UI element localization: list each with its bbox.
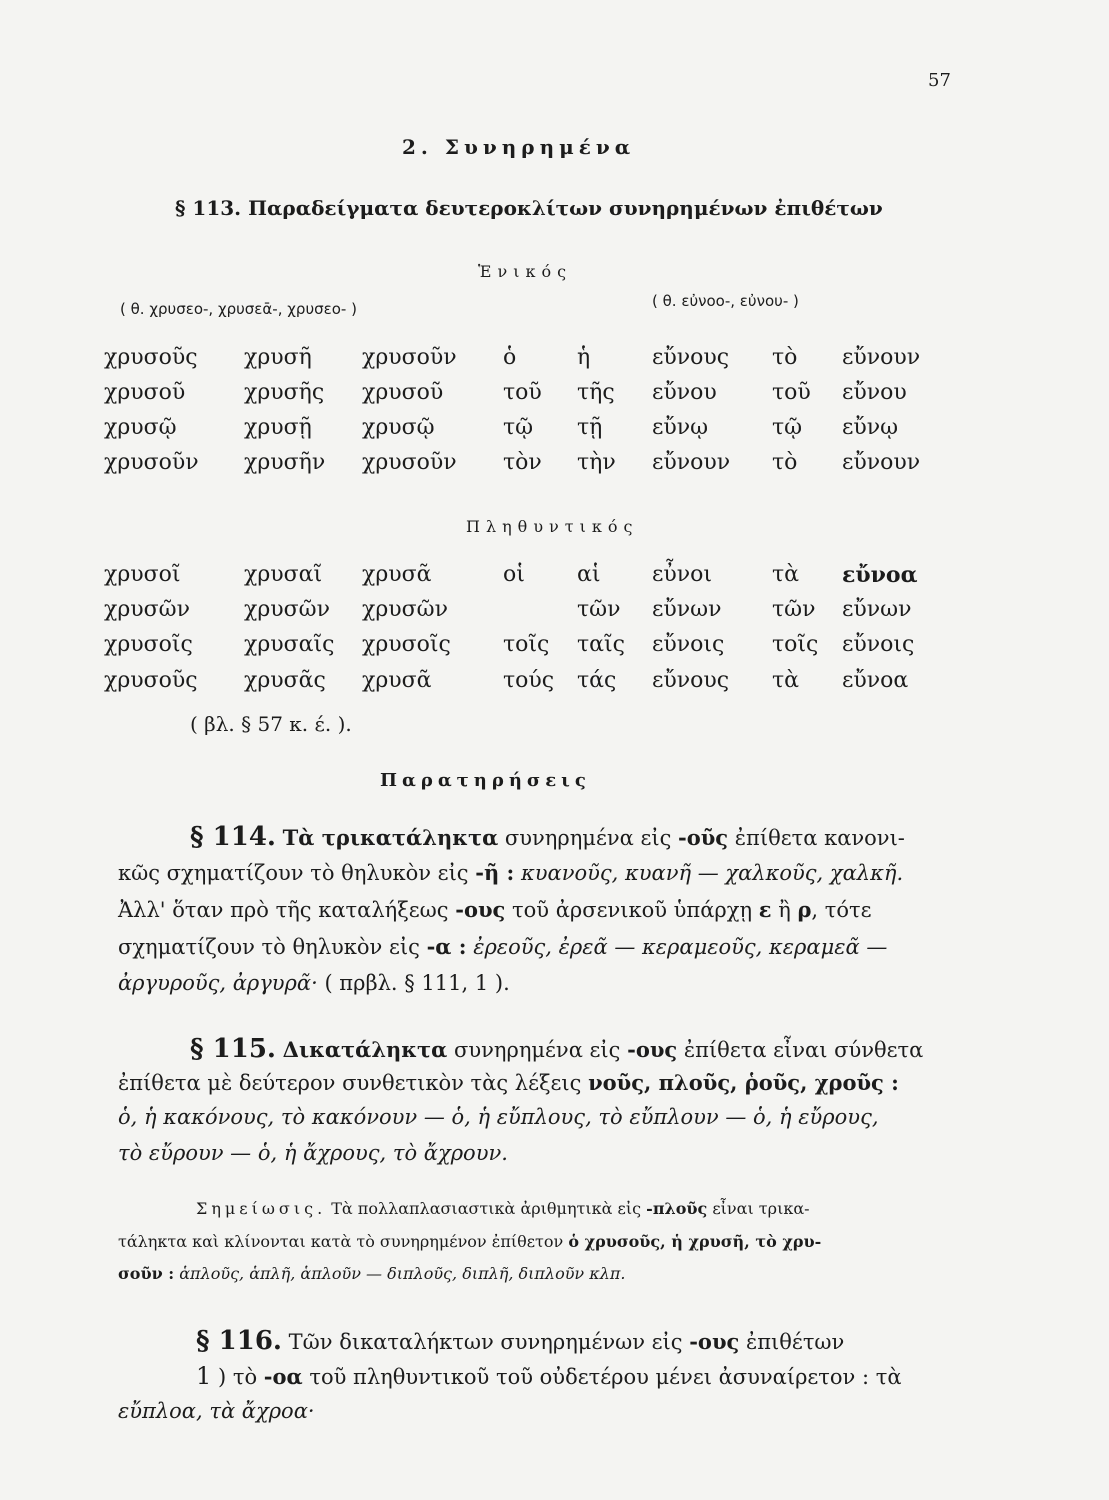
plural-cell: τοῖς xyxy=(772,632,819,657)
plural-cell: εὔνοα xyxy=(842,668,909,693)
sec115-line3: ὁ, ἡ κακόνους, τὸ κακόνουν — ὁ, ἡ εὔπλους, τὸ εὔπλουν — ὁ, ἡ εὔρους, xyxy=(118,1105,879,1129)
plural-cell: χρυσᾶ xyxy=(362,668,432,693)
singular-cell: ὁ xyxy=(503,345,517,370)
singular-cell: εὔνῳ xyxy=(652,415,709,440)
plural-cell: τὰ xyxy=(772,668,800,693)
singular-cell: τὸ xyxy=(772,345,798,370)
singular-cell: χρυσῷ xyxy=(104,415,177,440)
singular-cell: εὔνου xyxy=(652,380,717,405)
singular-cell: χρυσοῦ xyxy=(362,380,444,405)
plural-cell: εὔνους xyxy=(652,668,730,693)
plural-label: Πληθυντικός xyxy=(466,517,639,536)
singular-cell: ἡ xyxy=(577,345,591,370)
section-number: § 116. xyxy=(196,1326,282,1356)
plural-cell: τούς xyxy=(503,668,555,693)
singular-cell: εὔνῳ xyxy=(842,415,899,440)
singular-cell: χρυσοῦ xyxy=(104,380,186,405)
singular-cell: τῇ xyxy=(577,415,603,440)
plural-cell: τῶν xyxy=(772,597,816,622)
singular-cell: χρυσῇ xyxy=(244,415,312,440)
sec114-line2: κῶς σχηματίζουν τὸ θηλυκὸν εἰς -ῆ : κυανοῦς, κυανῆ — χαλκοῦς, χαλκῆ. xyxy=(118,860,904,885)
singular-cell: τῷ xyxy=(503,415,534,440)
singular-cell: εὔνουν xyxy=(842,345,921,370)
singular-cell: χρυσῆ xyxy=(244,345,312,370)
plural-cell: εὖνοι xyxy=(652,562,713,587)
singular-cell: τοῦ xyxy=(772,380,811,405)
singular-cell: εὔνου xyxy=(842,380,907,405)
note-line2: τάληκτα καὶ κλίνονται κατὰ τὸ συνηρημένον ἐπίθετον ὁ χρυσοῦς, ἡ χρυσῆ, τὸ χρυ- xyxy=(118,1232,822,1251)
theme-right: ( θ. εὐνοο-, εὐνου- ) xyxy=(652,292,799,310)
sec116-line3: εὔπλοα, τὰ ἄχροα· xyxy=(118,1399,315,1423)
section-heading: 2. Συνηρημένα xyxy=(402,135,636,159)
sec114-line1: § 114. Τὰ τρικατάληκτα συνηρημένα εἰς -οῦς ἐπίθετα κανονι- xyxy=(190,822,905,852)
sec116-line2: 1 ) τὸ -οα τοῦ πληθυντικοῦ τοῦ οὐδετέρου μένει ἀσυναίρετον : τὰ xyxy=(196,1362,902,1390)
plural-cell: χρυσαῖ xyxy=(244,562,323,587)
plural-cell: χρυσοῖ xyxy=(104,562,181,587)
plural-cell: αἱ xyxy=(577,562,601,587)
observations-heading: Παρατηρήσεις xyxy=(380,770,591,791)
plural-cell: εὔνοα xyxy=(842,562,918,588)
singular-cell: τῷ xyxy=(772,415,803,440)
plural-cell: εὔνων xyxy=(842,597,912,622)
plural-cell: τοῖς xyxy=(503,632,550,657)
singular-cell: εὔνουν xyxy=(652,450,731,475)
plural-cell: εὔνοις xyxy=(652,632,725,657)
singular-cell: τὴν xyxy=(577,450,616,475)
page-number: 57 xyxy=(928,70,951,91)
singular-cell: τὸν xyxy=(503,450,542,475)
singular-cell: τὸ xyxy=(772,450,798,475)
plural-cell: χρυσοῖς xyxy=(362,632,451,657)
singular-cell: χρυσῷ xyxy=(362,415,435,440)
note-line1: Σημείωσις. Τὰ πολλαπλασιαστικὰ ἀριθμητικὰ εἰς -πλοῦς εἶναι τρικα- xyxy=(196,1199,810,1218)
sec114-line5: ἀργυροῦς, ἀργυρᾶ· ( πρβλ. § 111, 1 ). xyxy=(118,971,510,995)
plural-cell: χρυσοῦς xyxy=(104,668,198,693)
singular-cell: χρυσοῦν xyxy=(104,450,199,475)
plural-cell: χρυσῶν xyxy=(244,597,330,622)
plural-cell: τῶν xyxy=(577,597,621,622)
sec116-line1: § 116. Τῶν δικαταλήκτων συνηρημένων εἰς -ους ἐπιθέτων xyxy=(196,1326,845,1356)
singular-cell: χρυσοῦν xyxy=(362,450,457,475)
theme-left: ( θ. χρυσεο-, χρυσεᾱ-, χρυσεο- ) xyxy=(120,300,357,318)
singular-label: Ἑνικός xyxy=(478,262,573,281)
singular-cell: χρυσοῦν xyxy=(362,345,457,370)
plural-cell: ταῖς xyxy=(577,632,625,657)
plural-cell: χρυσοῖς xyxy=(104,632,193,657)
plural-cell: οἱ xyxy=(503,562,525,587)
reference-note: ( βλ. § 57 κ. έ. ). xyxy=(190,712,352,736)
singular-cell: τῆς xyxy=(577,380,615,405)
singular-cell: χρυσοῦς xyxy=(104,345,198,370)
plural-cell: τὰ xyxy=(772,562,800,587)
sec114-line4: σχηματίζουν τὸ θηλυκὸν εἰς -α : ἐρεοῦς, ἐρεᾶ — κεραμεοῦς, κεραμεᾶ — xyxy=(118,934,888,959)
singular-cell: εὔνουν xyxy=(842,450,921,475)
section-113-heading xyxy=(175,196,883,220)
sec114-line3: Ἀλλ' ὅταν πρὸ τῆς καταλήξεως -ους τοῦ ἀρσενικοῦ ὑπάρχῃ ε ἢ ρ, τότε xyxy=(118,897,872,922)
note-line3: σοῦν : ἁπλοῦς, ἁπλῆ, ἁπλοῦν — διπλοῦς, διπλῆ, διπλοῦν κλπ. xyxy=(118,1264,626,1283)
plural-cell: χρυσαῖς xyxy=(244,632,335,657)
plural-cell: χρυσᾶ xyxy=(362,562,432,587)
note-label: Σημείωσις. xyxy=(196,1199,327,1218)
section-number: § 113. xyxy=(175,196,242,220)
plural-cell: χρυσῶν xyxy=(362,597,448,622)
singular-cell: χρυσῆν xyxy=(244,450,326,475)
sec115-line1: § 115. Δικατάληκτα συνηρημένα εἰς -ους ἐπίθετα εἶναι σύνθετα xyxy=(190,1034,924,1064)
section-number: § 114. xyxy=(190,822,276,852)
plural-cell: εὔνοις xyxy=(842,632,915,657)
plural-cell: χρυσῶν xyxy=(104,597,190,622)
singular-cell: εὔνους xyxy=(652,345,730,370)
plural-cell: χρυσᾶς xyxy=(244,668,326,693)
section-title: Παραδείγματα δευτεροκλίτων συνηρημένων ἐπιθέτων xyxy=(248,196,883,220)
section-number: § 115. xyxy=(190,1034,276,1064)
sec115-line2: ἐπίθετα μὲ δεύτερον συνθετικὸν τὰς λέξεις νοῦς, πλοῦς, ῥοῦς, χροῦς : xyxy=(118,1070,899,1095)
plural-cell: τάς xyxy=(577,668,617,693)
sec115-line4: τὸ εὔρουν — ὁ, ἡ ἄχρους, τὸ ἄχρουν. xyxy=(118,1141,508,1165)
singular-cell: χρυσῆς xyxy=(244,380,325,405)
plural-cell: εὔνων xyxy=(652,597,722,622)
singular-cell: τοῦ xyxy=(503,380,542,405)
